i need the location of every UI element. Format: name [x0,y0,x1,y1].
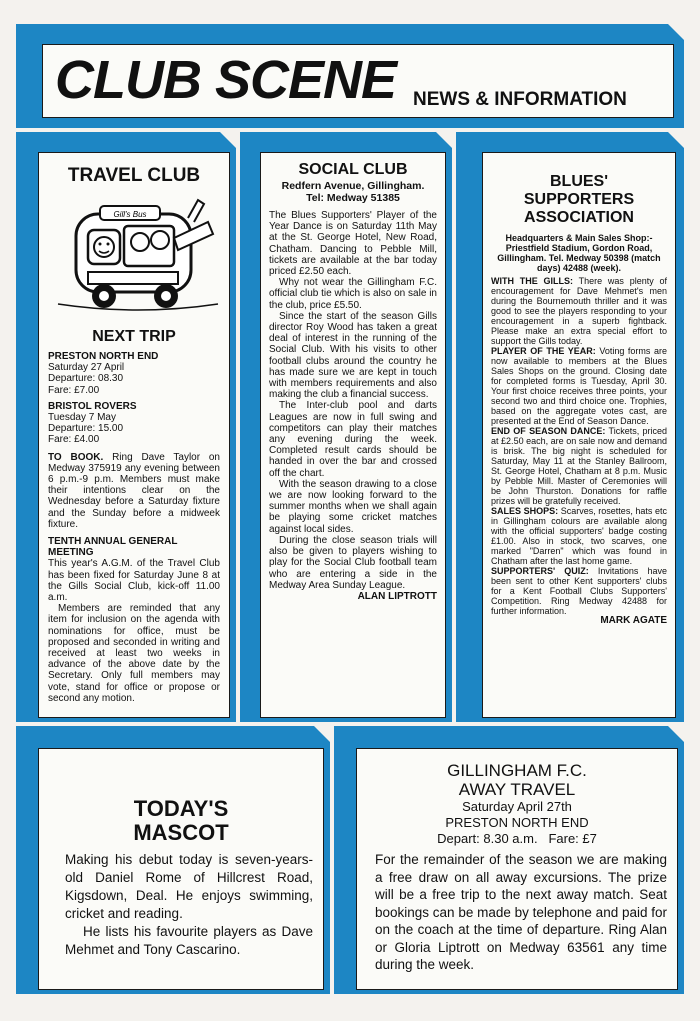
mascot-panel [16,726,330,994]
supporters-association-box [482,152,676,718]
trip1-name: PRESTON NORTH END [48,351,159,362]
mascot-title-1: TODAY'S [133,796,229,821]
poty-text: Voting forms are now available to members at the Blues Sales Shops on the ground. Closing date for completed forms is Tuesday, April 30. Your first choice receives three points, your second two and third choice one. Trophies, based on the aggregate votes cast, are presented at the End of Season Dance. [491,346,667,426]
blues-hq: Headquarters & Main Sales Shop:- Priestfield Stadium, Gordon Road, Gillingham. Tel. Medway 50398 (match days) 42488 (week). [497,233,661,273]
social-p6: During the close season trials will also be given to players wishing to play for the Social Club football team who are entering a side in the Medway Area Sunday League. [269,534,437,591]
away-opponent: PRESTON NORTH END [445,815,589,830]
mascot-title-2: MASCOT [133,820,229,845]
away-date: Saturday April 27th [462,799,572,814]
social-club-tel: Tel: Medway 51385 [306,192,400,204]
away-text: For the remainder of the season we are making a free draw on all away excursions. The prize will be a free trip to the next away match. Seat bookings can be made by telephone and paid for on the coach at the time of departure. Ring Alan or Gloria Liptrott on Medway 63561 any time during the week. [375,852,667,972]
travel-club-title: TRAVEL CLUB [67,165,201,186]
booking-lead: TO BOOK. [48,451,104,463]
shops-text: Scarves, rosettes, hats etc in Gillingham colours are available along with the official supporters' badge costing £1.00. Also in stock, two scarves, one marked "Darren" which was found in Chatham after the last home game. [491,506,668,566]
dance-lead: END OF SEASON DANCE: [491,426,606,436]
trip1-fare: Fare: £7.00 [48,384,100,396]
social-club-box [260,152,446,718]
gills-text: There was plenty of encouragement for Dave Mehmet's men during the Bournemouth thriller and it was good to see the players responding to your encouragement in a superb fightback. Please make an extra special effort to support the Gills today. [491,276,667,346]
social-club-title: SOCIAL CLUB [298,161,408,178]
away-title-1: GILLINGHAM F.C. [447,761,587,780]
travel-club-box [38,152,230,718]
poty-lead: PLAYER OF THE YEAR: [491,346,596,356]
social-p2: Why not wear the Gillingham F.C. official club tie which is also on sale in the club, price £5.50. [269,277,437,311]
trip2-name: BRISTOL ROVERS [48,400,137,412]
away-depart-fare [357,831,677,847]
coach-cartoon-illustration [48,192,228,322]
social-signature: ALAN LIPTROTT [357,590,437,602]
gills-paragraph [491,276,667,346]
agm-text-2: Members are reminded that any item for inclusion on the agenda with nominations for office, must be proposed and seconded in writing and received at least two weeks in advance of the above date by the Secretary. Only full members may vote, stand for office or propose or second any motion. [48,603,220,704]
header-panel [16,24,684,128]
header-box [42,44,674,118]
travel-club-panel [16,132,236,722]
dance-text: Tickets, priced at £2.50 each, are on sale now and demand is brisk. The big night is scheduled for Saturday, May 11 at the Stanley Ballroom, St. George Hotel, Chatham at 8 p.m. Music by Pebble Mill. Master of Ceremonies will be John Thurston. Donations for raffle prizes will be gratefully received. [491,426,668,506]
dance-paragraph [491,426,667,506]
quiz-paragraph [491,566,667,616]
page-title: CLUB SCENE [55,50,397,110]
social-p4: The Inter-club pool and darts Leagues are now in full swing and competitors can play their matches any evening during the week. Completed result cards should be handed in over the bar and crossed off the chart. [269,400,437,479]
away-title-2: AWAY TRAVEL [458,780,576,799]
mascot-p1: Making his debut today is seven-years-old Daniel Rome of Hillcrest Road, Kigsdown, Deal. He enjoys swimming, cricket and reading. [65,852,313,921]
agm-heading: TENTH ANNUAL GENERAL MEETING [48,536,178,559]
blues-signature: MARK AGATE [600,615,667,626]
booking-text: Ring Dave Taylor on Medway 375919 any evening between 6 p.m.-9 p.m. Members must make their intentions clear on the Wednesday before a Saturday fixture and the Sunday before a midweek fixture. [48,451,220,530]
away-travel-box [356,748,678,990]
mascot-box [38,748,324,990]
page-subtitle: NEWS & INFORMATION [413,89,627,110]
trip1-date: Saturday 27 April [48,362,125,374]
trip1-depart: Departure: 08.30 [48,373,124,385]
social-p5: With the season drawing to a close we are now looking forward to the summer months when we shall again be playing some cricket matches against local sides. [269,478,437,535]
away-depart: Depart: 8.30 a.m. [437,831,538,846]
shops-lead: SALES SHOPS: [491,506,559,516]
quiz-text: Invitations have been sent to other Kent supporters' clubs for a Kent Football Clubs Supporters' Competition. Ring Medway 42488 for further information. [491,566,667,616]
gills-lead: WITH THE GILLS: [491,276,574,286]
quiz-lead: SUPPORTERS' QUIZ: [491,566,589,576]
booking-paragraph [48,452,220,530]
social-p1: The Blues Supporters' Player of the Year Dance is on Saturday 11th May at the St. George Hotel, New Road, Chatham. Dancing to Pebble Mill, tickets are available at the bar today priced £2.50 each. [269,210,437,278]
blues-title-1: BLUES' [549,173,609,190]
mascot-text [39,845,323,959]
next-trip-heading: NEXT TRIP [92,328,176,345]
mascot-p2: He lists his favourite players as Dave Mehmet and Tony Cascarino. [65,924,313,957]
shops-paragraph [491,506,667,566]
social-club-panel [240,132,452,722]
social-p3: Since the start of the season Gills director Roy Wood has taken a great deal of interest in the running of the Social Club. With his visits to other football clubs around the country he has made sure we are kept in touch with members requirements and also making the club a financial success. [269,310,437,401]
trip2-date: Tuesday 7 May [48,412,116,424]
blues-title-3: ASSOCIATION [524,209,634,226]
away-fare: Fare: £7 [548,831,597,846]
agm-text-1: This year's A.G.M. of the Travel Club has been fixed for Saturday June 8 at the Gills Social Club, kick-off 11.00 a.m. [48,558,220,604]
svg-text:Gill's Bus: Gill's Bus [113,210,147,219]
trip2-fare: Fare: £4.00 [48,434,100,446]
blues-title-2: SUPPORTERS [523,191,635,208]
supporters-association-panel [456,132,684,722]
poty-paragraph [491,346,667,426]
social-club-address: Redfern Avenue, Gillingham. [281,180,425,192]
away-travel-panel [334,726,684,994]
trip2-depart: Departure: 15.00 [48,423,124,435]
